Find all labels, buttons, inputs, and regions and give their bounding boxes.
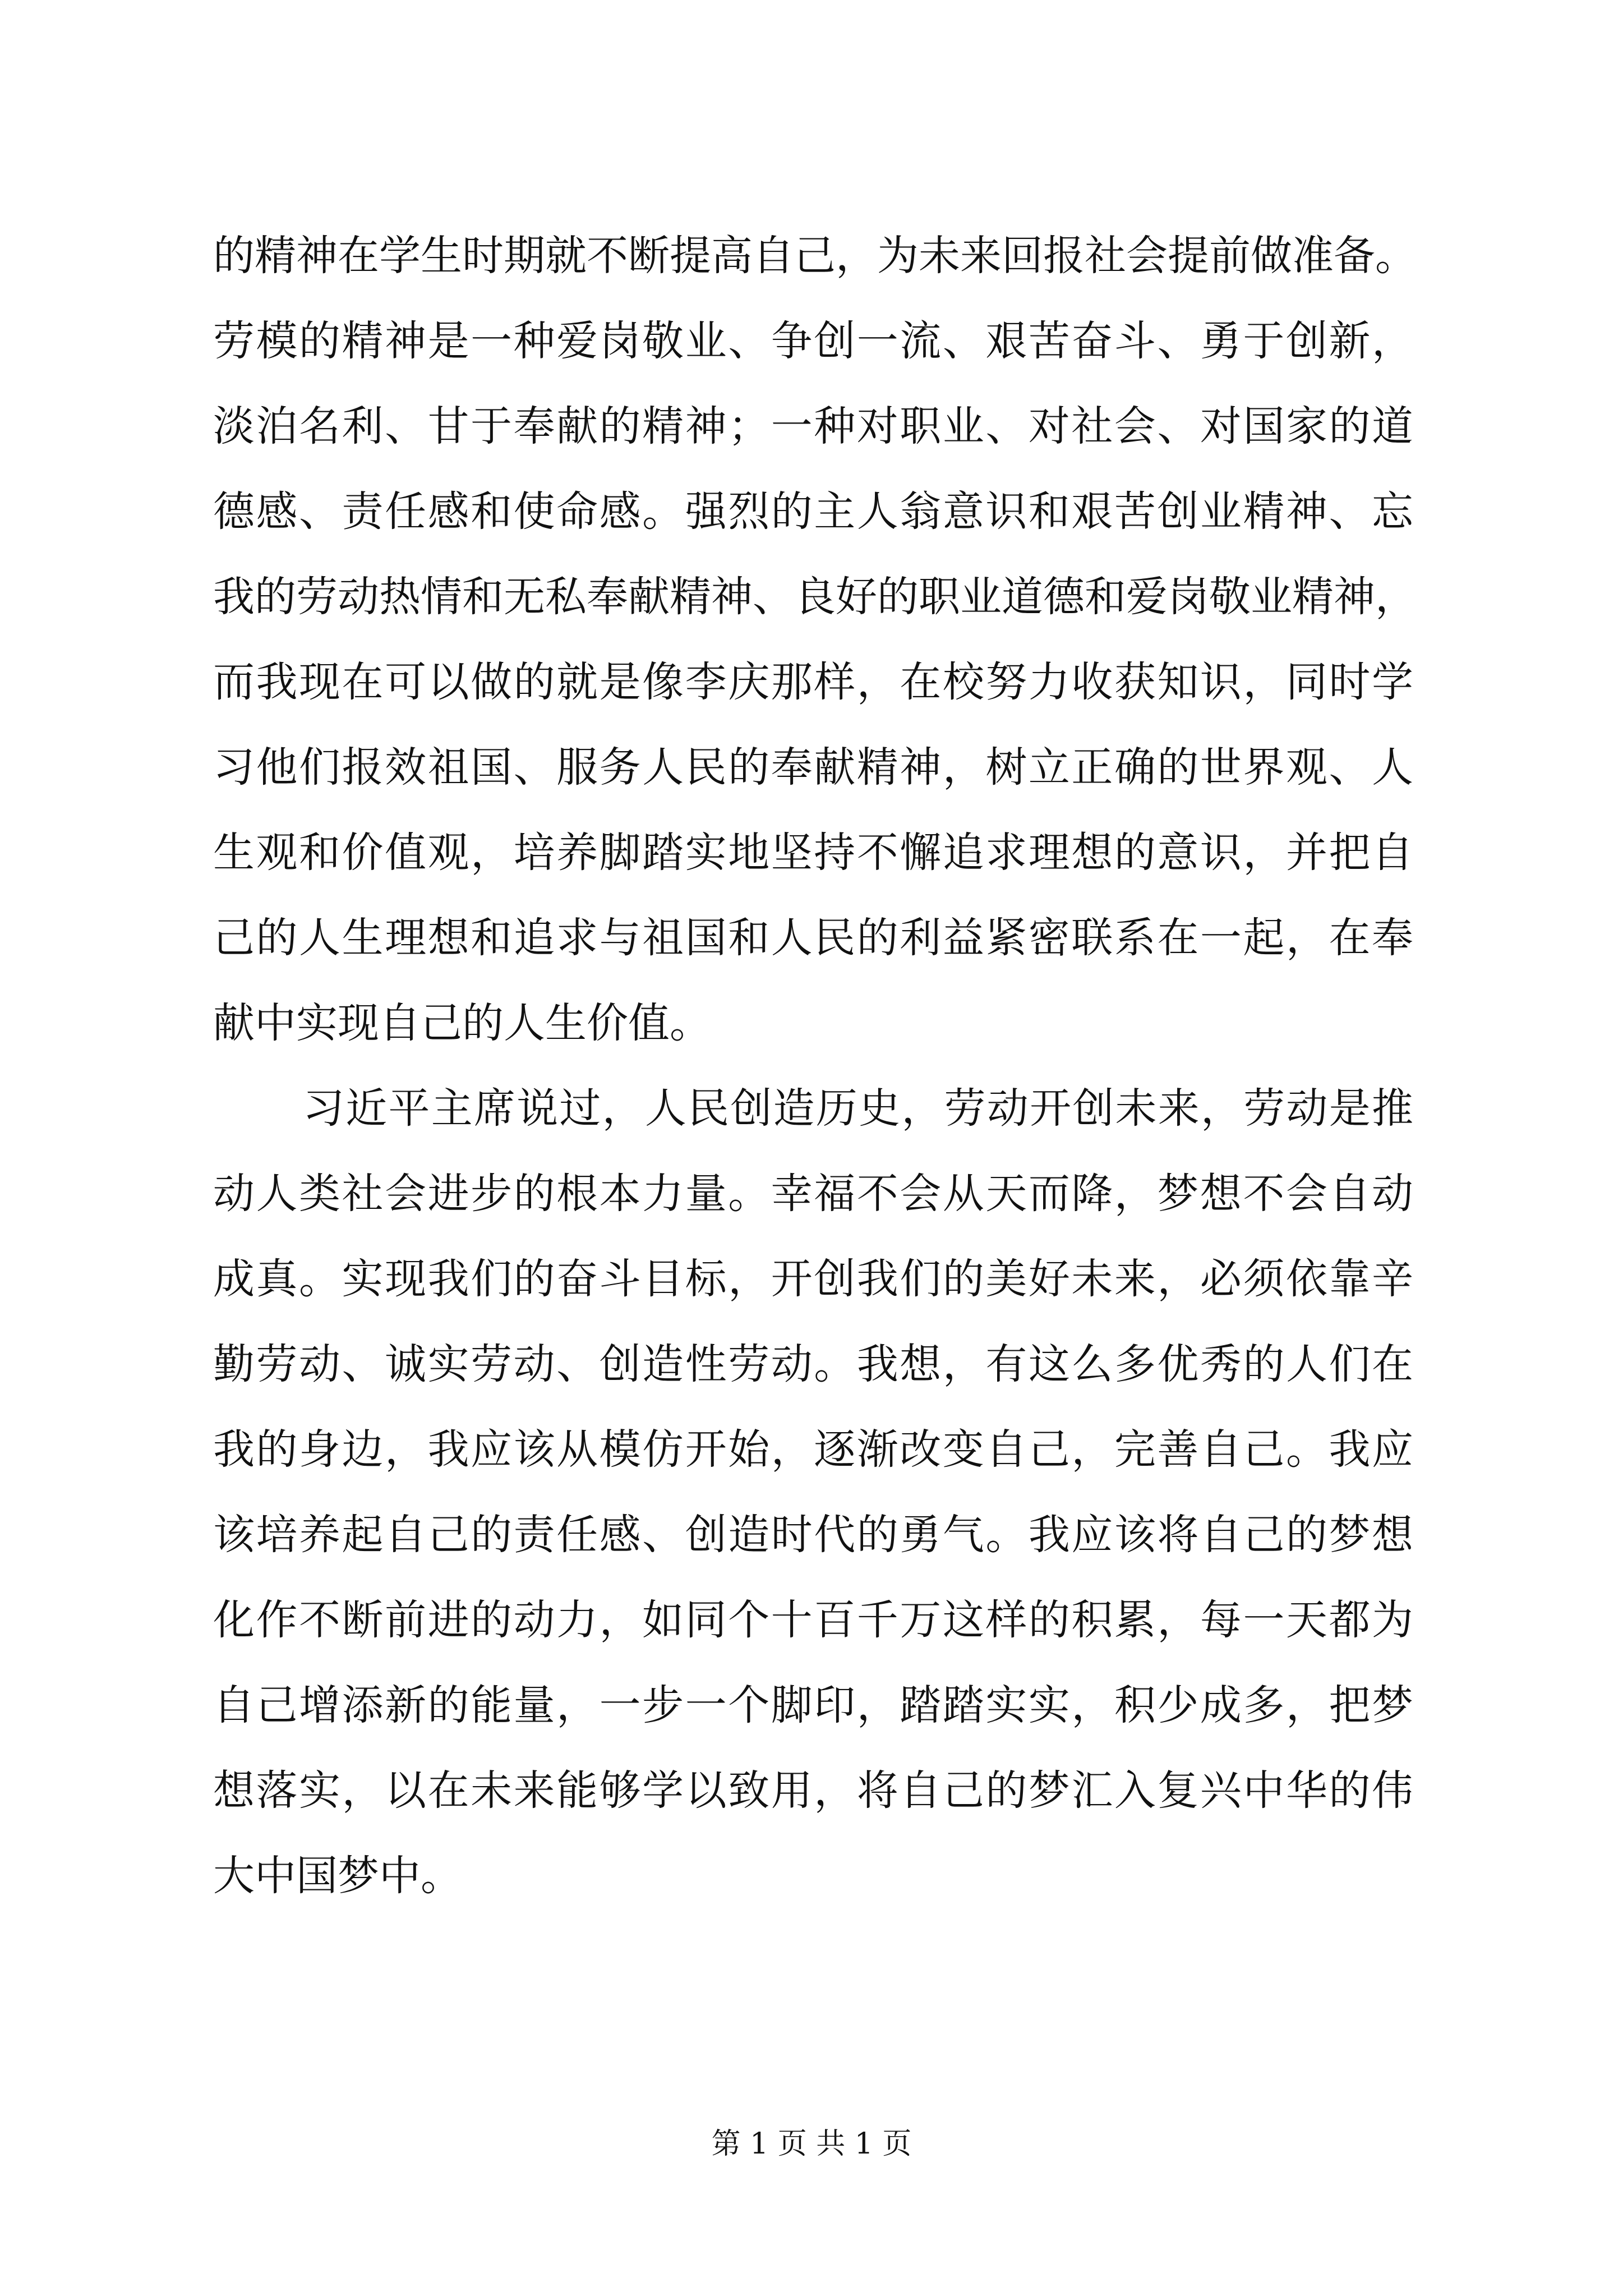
paragraph-end-line: 大中国梦中。: [213, 1852, 462, 1900]
page-footer: 第 1 页 共 1 页: [711, 2127, 912, 2161]
text-line: 化作不断前进的动力，如同个十百千万这样的积累，每一天都为: [213, 1596, 1413, 1644]
text-line: 动人类社会进步的根本力量。幸福不会从天而降，梦想不会自动: [213, 1170, 1413, 1218]
text-line: 我的劳动热情和无私奉献精神、良好的职业道德和爱岗敬业精神，: [213, 573, 1417, 621]
text-line: 想落实，以在未来能够学以致用，将自己的梦汇入复兴中华的伟: [213, 1766, 1413, 1815]
text-line: 自己增添新的能量，一步一个脚印，踏踏实实，积少成多，把梦: [213, 1681, 1413, 1729]
text-line: 的精神在学生时期就不断提高自己，为未来回报社会提前做准备。: [213, 232, 1417, 280]
text-line: 该培养起自己的责任感、创造时代的勇气。我应该将自己的梦想: [213, 1511, 1413, 1559]
text-line: 劳模的精神是一种爱岗敬业、争创一流、艰苦奋斗、勇于创新，: [213, 317, 1413, 365]
text-line: 淡泊名利、甘于奉献的精神；一种对职业、对社会、对国家的道: [213, 402, 1413, 450]
text-line: 生观和价值观，培养脚踏实地坚持不懈追求理想的意识，并把自: [213, 829, 1413, 877]
text-line: 勤劳动、诚实劳动、创造性劳动。我想，有这么多优秀的人们在: [213, 1340, 1413, 1388]
paragraph-end-line: 献中实现自己的人生价值。: [213, 999, 711, 1047]
text-line: 己的人生理想和追求与祖国和人民的利益紧密联系在一起，在奉: [213, 914, 1413, 962]
document-body: [213, 213, 1417, 1918]
text-line: 我的身边，我应该从模仿开始，逐渐改变自己，完善自己。我应: [213, 1425, 1413, 1474]
text-line: 德感、责任感和使命感。强烈的主人翁意识和艰苦创业精神、忘: [213, 487, 1413, 536]
text-line: 成真。实现我们的奋斗目标，开创我们的美好未来，必须依靠辛: [213, 1255, 1413, 1303]
paragraph-first-line: 习近平主席说过，人民创造历史，劳动开创未来，劳动是推: [303, 1084, 1413, 1133]
text-line: 而我现在可以做的就是像李庆那样，在校努力收获知识，同时学: [213, 658, 1413, 706]
text-line: 习他们报效祖国、服务人民的奉献精神，树立正确的世界观、人: [213, 743, 1413, 792]
